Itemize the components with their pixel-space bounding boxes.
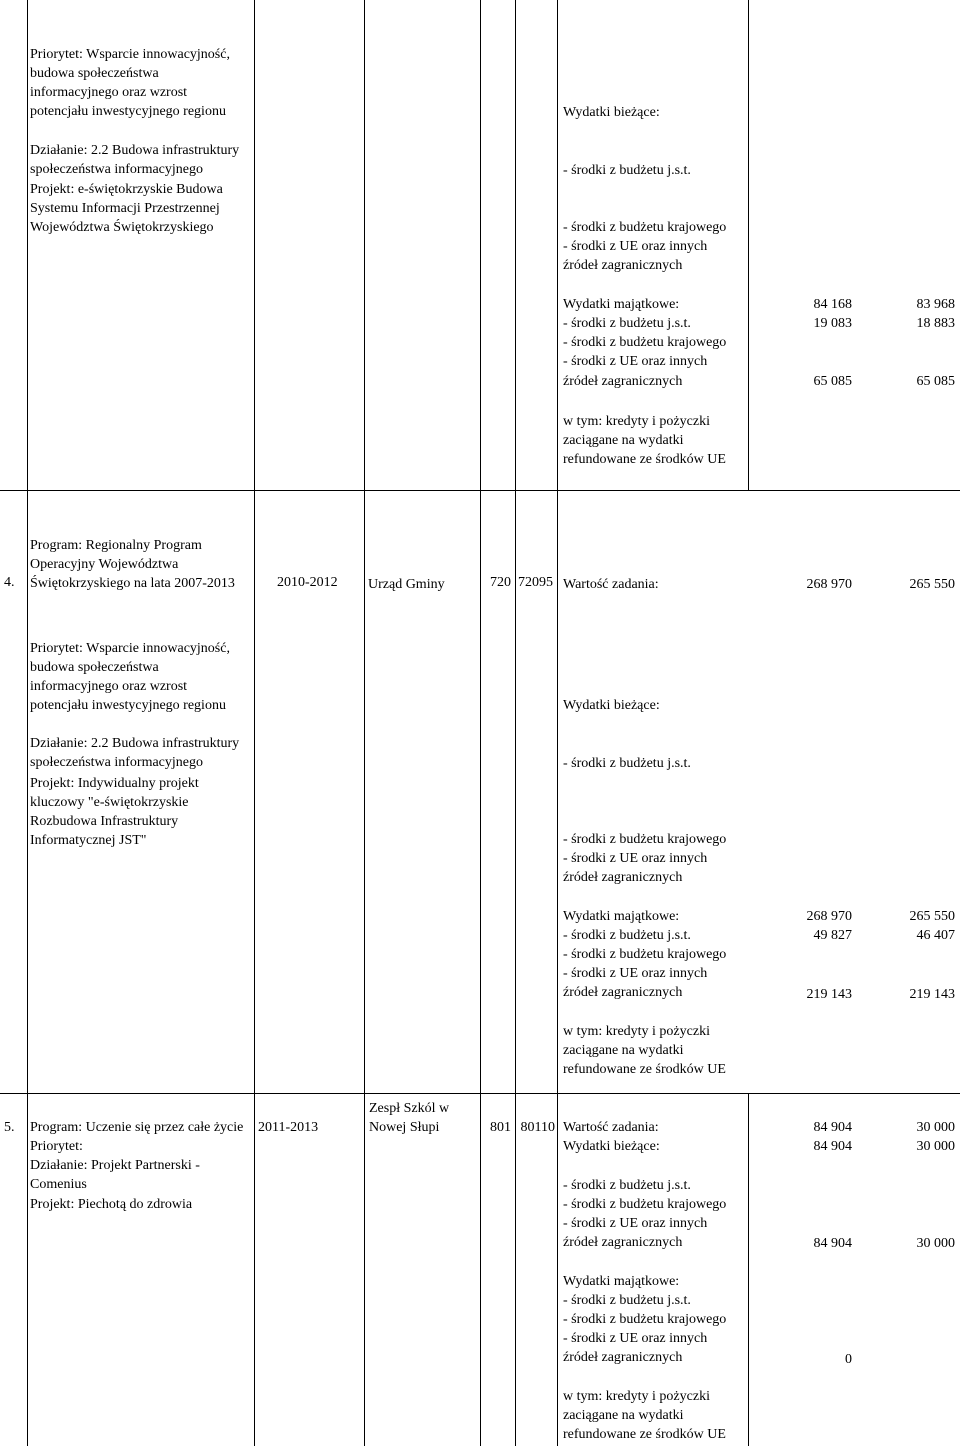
row3-projekt: Projekt: e-świętokrzyskie Budowa Systemu Informacji Przestrzennej Województwa Świętokrzyskiego: [30, 182, 223, 235]
row3-biezace-krajowe: - środki z budżetu krajowego: [563, 220, 727, 235]
row5-biezace-krajowe: - środki z budżetu krajowego: [563, 1197, 727, 1212]
row5-biezace-ue-1: - środki z UE oraz innych: [563, 1216, 708, 1231]
row4-majatkowe-jst-a: 49 827: [813, 928, 852, 943]
row3-majatkowe-krajowe: - środki z budżetu krajowego: [563, 335, 727, 350]
row5-biezace-b: 30 000: [916, 1139, 955, 1154]
row4-wartosc-b: 265 550: [909, 577, 955, 592]
col-line-4: [480, 0, 481, 1446]
row4-number: 4.: [4, 575, 15, 590]
row4-rozdzial: 72095: [518, 575, 553, 590]
row4-wartosc-a: 268 970: [806, 577, 852, 592]
row3-wydatki-majatkowe: Wydatki majątkowe:: [563, 297, 680, 312]
row4-majatkowe-total-b: 265 550: [909, 909, 955, 924]
row5-period: 2011-2013: [258, 1120, 319, 1135]
row4-kredyty: w tym: kredyty i pożyczki zaciągane na wydatki refundowane ze środków UE: [563, 1024, 726, 1077]
row5-wartosc-label: Wartość zadania:: [563, 1120, 659, 1135]
col-line-6: [557, 0, 558, 1446]
row5-number: 5.: [4, 1120, 15, 1135]
col-line-7: [748, 0, 749, 490]
row4-wydatki-majatkowe: Wydatki majątkowe:: [563, 909, 680, 924]
row3-majatkowe-jst-b: 18 883: [916, 316, 955, 331]
row4-majatkowe-ue-a: 219 143: [806, 987, 852, 1002]
row4-unit: Urząd Gminy: [368, 577, 445, 592]
row5-biezace-ue-2: źródeł zagranicznych: [563, 1235, 683, 1250]
row3-wydatki-biezace: Wydatki bieżące:: [563, 105, 660, 120]
row4-majatkowe-total-a: 268 970: [806, 909, 852, 924]
row3-majatkowe-jst: - środki z budżetu j.s.t.: [563, 316, 691, 331]
row4-biezace-krajowe: - środki z budżetu krajowego: [563, 832, 727, 847]
col-line-3: [364, 0, 365, 1446]
row5-majatkowe-ue-a: 0: [845, 1352, 852, 1367]
row4-dzial: 720: [490, 575, 511, 590]
row4-biezace-jst: - środki z budżetu j.s.t.: [563, 756, 691, 771]
row3-biezace-ue-1: - środki z UE oraz innych: [563, 239, 708, 254]
col-line-8: [748, 1094, 749, 1446]
row5-biezace-ue-a: 84 904: [813, 1236, 852, 1251]
row3-biezace-jst: - środki z budżetu j.s.t.: [563, 163, 691, 178]
col-line-2: [254, 0, 255, 1446]
row4-majatkowe-krajowe: - środki z budżetu krajowego: [563, 947, 727, 962]
row-line-2: [0, 1093, 960, 1094]
row5-rozdzial: 80110: [520, 1120, 555, 1135]
row-line-1: [0, 490, 960, 491]
row5-kredyty: w tym: kredyty i pożyczki zaciągane na wydatki refundowane ze środków UE: [563, 1389, 726, 1442]
row4-majatkowe-jst: - środki z budżetu j.s.t.: [563, 928, 691, 943]
row4-projekt: Projekt: Indywidualny projekt kluczowy "e-świętokrzyskie Rozbudowa Infrastruktury Informatycznej JST": [30, 776, 199, 848]
row5-dzialanie: Działanie: Projekt Partnerski - Comenius: [30, 1158, 200, 1192]
row4-dzialanie: Działanie: 2.2 Budowa infrastruktury społeczeństwa informacyjnego: [30, 736, 240, 770]
row5-wartosc-a: 84 904: [813, 1120, 852, 1135]
col-line-1: [27, 0, 28, 1446]
row4-wartosc-label: Wartość zadania:: [563, 577, 659, 592]
row3-majatkowe-total-a: 84 168: [813, 297, 852, 312]
row5-unit: Zespł Szkól w Nowej Słupi: [369, 1101, 450, 1135]
row5-wartosc-b: 30 000: [916, 1120, 955, 1135]
row4-period: 2010-2012: [277, 575, 338, 590]
row3-majatkowe-total-b: 83 968: [916, 297, 955, 312]
row4-program: Program: Regionalny Program Operacyjny Województwa Świętokrzyskiego na lata 2007-2013: [30, 538, 235, 591]
row3-dzialanie: Działanie: 2.2 Budowa infrastruktury społeczeństwa informacyjnego: [30, 143, 240, 177]
row3-majatkowe-jst-a: 19 083: [813, 316, 852, 331]
row5-biezace-ue-b: 30 000: [916, 1236, 955, 1251]
row3-majatkowe-ue-1: - środki z UE oraz innych: [563, 354, 708, 369]
row3-majatkowe-ue-a: 65 085: [813, 374, 852, 389]
row5-biezace-a: 84 904: [813, 1139, 852, 1154]
row4-biezace-ue-2: źródeł zagranicznych: [563, 870, 683, 885]
row4-majatkowe-ue-2: źródeł zagranicznych: [563, 985, 683, 1000]
row5-majatkowe-jst: - środki z budżetu j.s.t.: [563, 1293, 691, 1308]
row5-program: Program: Uczenie się przez całe życie: [30, 1120, 244, 1135]
row5-majatkowe-ue-1: - środki z UE oraz innych: [563, 1331, 708, 1346]
col-line-5: [515, 0, 516, 1446]
row5-wydatki-majatkowe: Wydatki majątkowe:: [563, 1274, 680, 1289]
row4-majatkowe-ue-b: 219 143: [909, 987, 955, 1002]
row4-majatkowe-ue-1: - środki z UE oraz innych: [563, 966, 708, 981]
row3-majatkowe-ue-b: 65 085: [916, 374, 955, 389]
row3-priorytet: Priorytet: Wsparcie innowacyjność, budowa społeczeństwa informacyjnego oraz wzrost potencjału inwestycyjnego regionu: [30, 47, 230, 119]
row5-biezace-jst: - środki z budżetu j.s.t.: [563, 1178, 691, 1193]
row5-majatkowe-ue-2: źródeł zagranicznych: [563, 1350, 683, 1365]
row5-dzial: 801: [490, 1120, 511, 1135]
row5-projekt: Projekt: Piechotą do zdrowia: [30, 1197, 193, 1212]
row3-biezace-ue-2: źródeł zagranicznych: [563, 258, 683, 273]
row4-wydatki-biezace: Wydatki bieżące:: [563, 698, 660, 713]
row5-priorytet: Priorytet:: [30, 1139, 83, 1154]
row4-biezace-ue-1: - środki z UE oraz innych: [563, 851, 708, 866]
row5-wydatki-biezace: Wydatki bieżące:: [563, 1139, 660, 1154]
row4-priorytet: Priorytet: Wsparcie innowacyjność, budowa społeczeństwa informacyjnego oraz wzrost potencjału inwestycyjnego regionu: [30, 641, 230, 713]
row3-kredyty: w tym: kredyty i pożyczki zaciągane na wydatki refundowane ze środków UE: [563, 414, 726, 467]
row4-majatkowe-jst-b: 46 407: [916, 928, 955, 943]
row5-majatkowe-krajowe: - środki z budżetu krajowego: [563, 1312, 727, 1327]
row3-majatkowe-ue-2: źródeł zagranicznych: [563, 374, 683, 389]
